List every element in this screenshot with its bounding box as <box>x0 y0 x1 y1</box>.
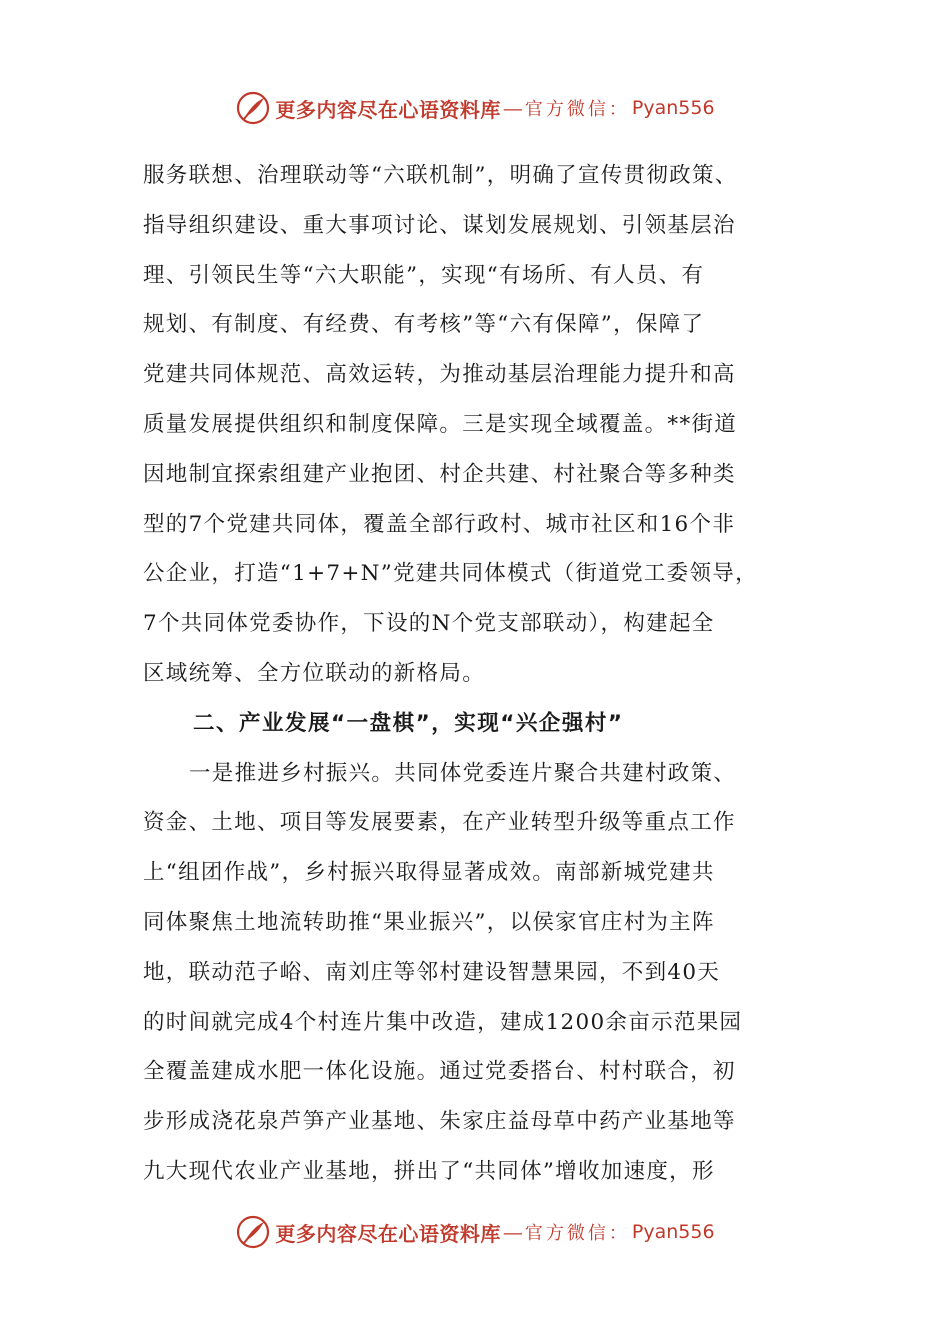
watermark-footer <box>0 1212 950 1252</box>
watermark-label: 官方微信： <box>524 1223 630 1244</box>
document-body <box>143 151 811 1197</box>
quill-logo-icon <box>235 1214 271 1250</box>
watermark-text: 更多内容尽在心语资料库 <box>275 97 501 122</box>
paragraph-line: 上“组团作战”，乡村振兴取得显著成效。南部新城党建共 <box>143 860 715 886</box>
paragraph-line: 指导组织建设、重大事项讨论、谋划发展规划、引领基层治 <box>143 212 736 238</box>
watermark-separator: — <box>502 1220 523 1244</box>
paragraph-line: 服务联想、治理联动等“六联机制”，明确了宣传贯彻政策、 <box>143 163 738 188</box>
paragraph-line: 九大现代农业产业基地，拼出了“共同体”增收加速度，形 <box>143 1158 715 1184</box>
paragraph-line: 规划、有制度、有经费、有考核”等“六有保障”，保障了 <box>143 312 705 338</box>
quill-logo-icon <box>235 90 271 126</box>
section-heading: 二、产业发展“一盘棋”，实现“兴企强村” <box>193 710 624 736</box>
paragraph-line: 7个共同体党委协作，下设的N个党支部联动），构建起全 <box>143 611 715 637</box>
paragraph-line: 理、引领民生等“六大职能”，实现“有场所、有人员、有 <box>143 262 705 288</box>
paragraph-line: 区域统筹、全方位联动的新格局。 <box>143 660 486 686</box>
paragraph-line: 的时间就完成4个村连片集中改造，建成1200余亩示范果园 <box>143 1009 743 1035</box>
watermark-wechat-id: Pyan556 <box>631 1221 715 1243</box>
paragraph-line: 型的7个党建共同体，覆盖全部行政村、城市社区和16个非 <box>143 511 736 537</box>
paragraph-line: 同体聚焦土地流转助推“果业振兴”，以侯家官庄村为主阵 <box>143 909 715 935</box>
paragraph-line: 资金、土地、项目等发展要素，在产业转型升级等重点工作 <box>143 810 736 836</box>
watermark-label: 官方微信： <box>524 99 630 120</box>
paragraph-line: 党建共同体规范、高效运转，为推动基层治理能力提升和高 <box>143 362 736 388</box>
watermark-text: 更多内容尽在心语资料库 <box>275 1221 501 1246</box>
paragraph-line: 因地制宜探索组建产业抱团、村企共建、村社聚合等多种类 <box>143 461 736 487</box>
watermark-wechat-id: Pyan556 <box>631 97 715 119</box>
watermark-separator: — <box>502 96 523 120</box>
watermark-header <box>0 88 950 128</box>
paragraph-line: 一是推进乡村振兴。共同体党委连片聚合共建村政策、 <box>189 760 737 786</box>
paragraph-line: 步形成浇花泉芦笋产业基地、朱家庄益母草中药产业基地等 <box>143 1109 736 1135</box>
paragraph-line: 公企业，打造“1+7+N”党建共同体模式（街道党工委领导， <box>143 561 758 587</box>
paragraph-line: 全覆盖建成水肥一体化设施。通过党委搭台、村村联合，初 <box>143 1059 736 1085</box>
paragraph-line: 地，联动范子峪、南刘庄等邻村建设智慧果园，不到40天 <box>143 959 721 985</box>
paragraph-line: 质量发展提供组织和制度保障。三是实现全域覆盖。**街道 <box>143 411 738 437</box>
